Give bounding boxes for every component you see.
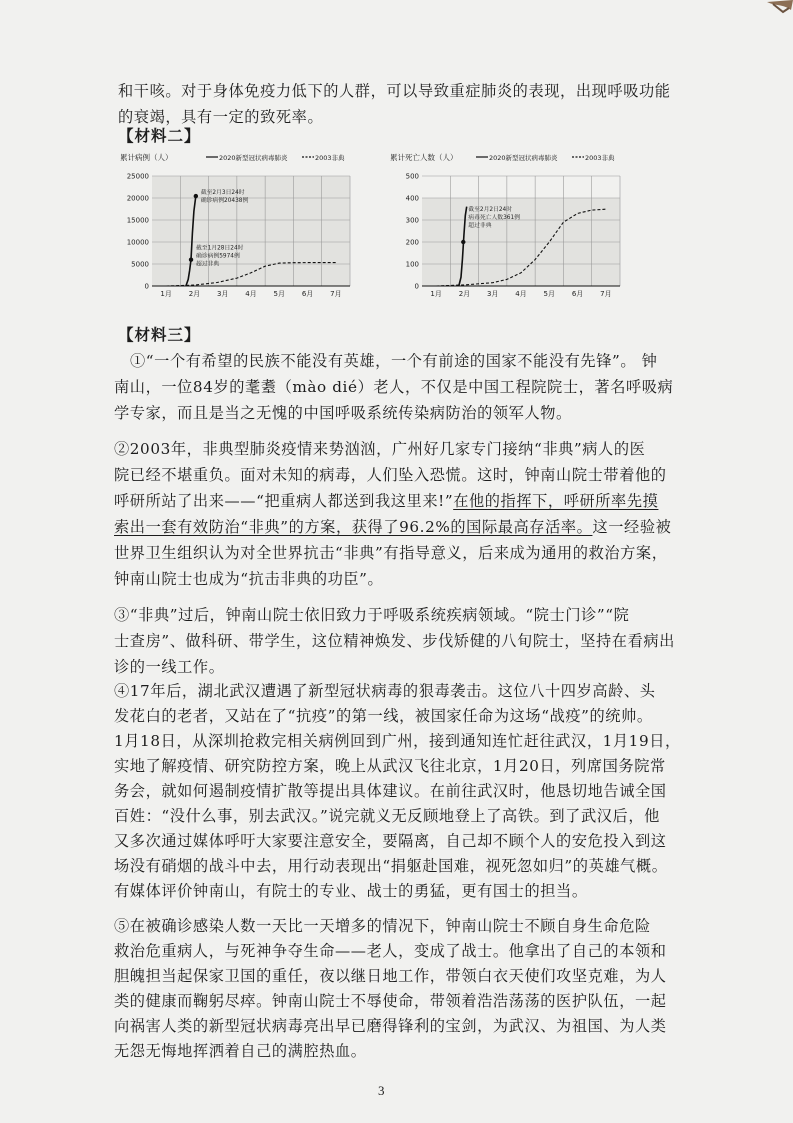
chart1-xtick-1: 2月 [188,290,201,298]
material-2-heading: 【材料二】 [118,126,201,145]
para-2-underlined-text-a: 在他的指挥下，呼研所率先摸 [453,492,659,510]
chart2-ylabel: 累计死亡人数（人） [390,153,458,162]
chart2-xtick-6: 7月 [600,290,612,298]
para-1-line-1: ①“一个有希望的民族不能没有英雄，一个有前途的国家不能没有先锋”。 钟 [130,352,658,370]
chart1-xtick-6: 7月 [330,290,342,298]
page-number: 3 [378,1083,385,1098]
chart1-ylabel: 累计病例（人） [120,153,173,162]
chart1-legend-label-2: 2003非典 [315,154,345,162]
para-5-line-5: 向祸害人类的新型冠状病毒亮出早已磨得锋利的宝剑，为武汉、为祖国、为人类 [114,1017,667,1035]
chart1-annotation-2-line-2: 确诊病例5974例 [196,253,240,260]
para-3-line-2: 士查房”、做科研、带学生，这位精神焕发、步伐矫健的八旬院士，坚持在看病出 [114,632,675,650]
chart1-xtick-3: 4月 [245,290,257,298]
chart2-ytick-0: 0 [414,282,419,291]
chart2-legend-label-2: 2003非典 [585,154,615,162]
chart2-xtick-4: 5月 [543,290,556,298]
chart1-xtick-4: 5月 [273,290,286,298]
chart2-xtick-1: 2月 [458,290,471,298]
chart2-annotation-1-line-1: 截至2月2日24时 [468,207,513,214]
para-4-line-7: 又多次通过媒体呼吁大家要注意安全，要隔离，自己却不顾个人的安危投入到这 [114,832,667,850]
intro-line-2: 的衰竭，具有一定的致死率。 [118,108,324,126]
chart1-annotation-2-line-3: 超过非典 [196,261,220,268]
chart2-annotation-1-line-2: 病毒死亡人数361例 [468,215,520,222]
para-2-line-6: 钟南山院士也成为“抗击非典的功臣”。 [114,570,384,588]
para-2-line-3 [114,490,658,511]
chart1-xtick-5: 6月 [301,290,314,298]
para-1-line-3: 学专家，而且是当之无愧的中国呼吸系统传染病防治的领军人物。 [114,404,572,422]
chart-cumulative-deaths [388,148,638,312]
para-2-line-5: 世界卫生组织认为对全世界抗击“非典”有指导意义，后来成为通用的救治方案， [114,544,668,562]
para-4-line-5: 务会，就如何遏制疫情扩散等提出具体建议。在前往武汉时，他恳切地告诫全国 [114,782,667,800]
para-4-line-2: 发花白的老者，又站在了“抗疫”的第一线，被国家任命为这场“战疫”的统帅。 [114,707,653,725]
para-5-line-6: 无怨无悔地挥洒着自己的满腔热血。 [114,1042,367,1060]
chart1-ytick-3: 15000 [126,216,149,225]
chart1-annotation-1-line-1: 截至2月3日24时 [200,190,245,197]
para-4-line-4: 实地了解疫情、研究防控方案，晚上从武汉飞往北京，1月20日，列席国务院常 [114,757,666,775]
chart-cumulative-deaths-svg [388,148,638,308]
para-2-line-4 [114,516,671,537]
chart1-annotation-1-line-2: 确诊病例20438例 [200,198,249,205]
para-5-line-1: ⑤在被确诊感染人数一天比一天增多的情况下，钟南山院士不顾自身生命危险 [114,917,651,935]
chart2-ytick-1: 100 [405,260,419,269]
chart1-legend-label-1: 2020新型冠状病毒肺炎 [219,154,288,162]
material-3-heading: 【材料三】 [118,325,201,344]
para-2-line-2: 院已经不堪重负。面对未知的病毒，人们坠入恐慌。这时，钟南山院士带着他的 [114,466,667,484]
chart1-xtick-2: 3月 [216,290,229,298]
chart1-ytick-5: 25000 [126,172,149,181]
chart-cumulative-cases-svg [118,148,368,308]
page-scuff-mark [753,0,793,30]
chart2-annotation-point-1 [461,240,465,244]
chart1-annotation-point-2 [189,258,193,262]
chart2-xtick-0: 1月 [430,290,442,298]
para-4-line-3: 1月18日，从深圳抢救完相关病例回到广州，接到通知连忙赶往武汉，1月19日， [114,732,681,750]
chart2-annotation-1-line-3: 超过非典 [468,223,492,230]
chart2-legend-label-1: 2020新型冠状病毒肺炎 [489,154,558,162]
chart-cumulative-cases [118,148,368,312]
intro-line-1: 和干咳。对于身体免疫力低下的人群，可以导致重症肺炎的表现，出现呼吸功能 [118,82,671,100]
para-1-line-2: 南山，一位84岁的耄耋（mào dié）老人，不仅是中国工程院院士，著名呼吸病 [114,378,674,396]
para-4-line-6: 百姓：“没什么事，别去武汉。”说完就义无反顾地登上了高铁。到了武汉后，他 [114,807,660,825]
chart1-ytick-0: 0 [144,282,149,291]
chart2-xtick-3: 4月 [515,290,527,298]
chart2-ytick-5: 500 [405,172,419,181]
chart1-xtick-0: 1月 [160,290,172,298]
para-2-line-1: ②2003年，非典型肺炎疫情来势汹汹，广州好几家专门接纳“非典”病人的医 [114,440,646,458]
para-3-line-1: ③“非典”过后，钟南山院士依旧致力于呼吸系统疾病领域。“院士门诊”“院 [114,606,630,624]
para-5-line-4: 类的健康而鞠躬尽瘁。钟南山院士不辱使命，带领着浩浩荡荡的医护队伍，一起 [114,992,667,1010]
para-3-line-3: 诊的一线工作。 [114,658,225,676]
chart2-xtick-5: 6月 [571,290,584,298]
chart1-plot-background [152,176,350,286]
chart2-ytick-2: 200 [405,238,419,247]
chart1-ytick-2: 10000 [126,238,149,247]
para-2-line-4-text: 这一经验被 [592,518,672,536]
para-2-line-3-text: 呼研所站了出来——“把重病人都送到我这里来!” [114,492,454,510]
para-2-underlined-text-b: 索出一套有效防治“非典”的方案，获得了96.2%的国际最高存活率。 [114,518,593,536]
para-4-line-9: 有媒体评价钟南山，有院士的专业、战士的勇猛，更有国士的担当。 [114,882,588,900]
chart1-annotation-2-line-1: 截至1月28日24时 [196,245,244,252]
chart1-ytick-4: 20000 [126,194,149,203]
chart2-ytick-3: 300 [405,216,419,225]
chart2-ytick-4: 400 [405,194,419,203]
para-4-line-1: ④17年后，湖北武汉遭遇了新型冠状病毒的狠毒袭击。这位八十四岁高龄、头 [114,682,656,700]
para-5-line-3: 胆魄担当起保家卫国的重任，夜以继日地工作，带领白衣天使们攻坚克难，为人 [114,967,667,985]
chart1-annotation-point-1 [194,194,198,198]
para-5-line-2: 救治危重病人，与死神争夺生命——老人，变成了战士。他拿出了自己的本领和 [114,942,667,960]
para-4-line-8: 场没有硝烟的战斗中去，用行动表现出“捐躯赴国难，视死忽如归”的英雄气概。 [114,857,668,875]
chart2-xtick-2: 3月 [486,290,499,298]
chart1-ytick-1: 5000 [131,260,149,269]
